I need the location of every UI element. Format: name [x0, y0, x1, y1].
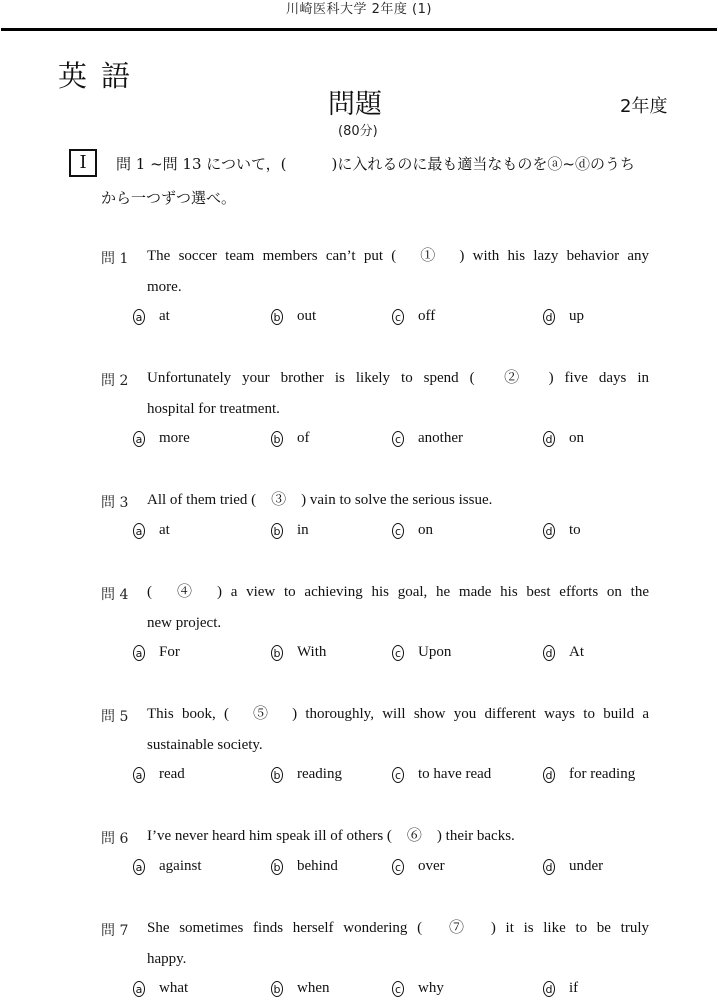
choice-text: in	[297, 522, 309, 538]
question-text-line: ( ④ ) a view to achieving his goal, he made his best efforts on the	[147, 584, 649, 600]
choice-text: what	[159, 980, 189, 996]
question-text-line: This book, ( ⑤ ) thoroughly, will show you different ways to build a	[147, 706, 649, 722]
choice-mark-d-icon: d	[543, 645, 555, 661]
page-header-title: 川崎医科大学 2年度 (1)	[286, 2, 432, 17]
choice-text: off	[418, 308, 436, 324]
choice-mark-b-icon: b	[271, 431, 283, 447]
question-label: 問 2	[101, 373, 129, 389]
choice-mark-c-icon: c	[392, 645, 404, 661]
choice-mark-b-icon: b	[271, 309, 283, 325]
choice-b[interactable]	[271, 858, 338, 875]
choice-c[interactable]	[392, 522, 433, 539]
question-label: 問 7	[101, 923, 129, 939]
question-text	[147, 821, 649, 852]
choice-mark-b-icon: b	[271, 859, 283, 875]
choice-text: for reading	[569, 766, 636, 782]
choice-d[interactable]	[543, 980, 578, 997]
choice-b[interactable]	[271, 308, 316, 325]
header-rule	[1, 28, 717, 31]
choice-a[interactable]	[133, 308, 170, 325]
choice-a[interactable]	[133, 644, 180, 661]
choice-b[interactable]	[271, 430, 310, 447]
choice-c[interactable]	[392, 766, 491, 783]
choice-b[interactable]	[271, 522, 309, 539]
question-text-line: hospital for treatment.	[147, 401, 280, 417]
choice-a[interactable]	[133, 858, 202, 875]
choice-text: at	[159, 308, 170, 324]
choice-mark-d-icon: d	[543, 859, 555, 875]
choice-mark-b-icon: b	[271, 767, 283, 783]
choice-mark-c-icon: c	[392, 767, 404, 783]
question-text-line: She sometimes finds herself wondering ( ⑦ ) it is like to be truly	[147, 920, 649, 936]
choice-mark-a-icon: a	[133, 523, 145, 539]
choice-mark-d-icon: d	[543, 767, 555, 783]
question-text-line: more.	[147, 279, 182, 295]
question-text	[147, 485, 649, 516]
question-text	[147, 913, 649, 975]
choice-mark-d-icon: d	[543, 523, 555, 539]
question-label: 問 3	[101, 495, 129, 511]
choice-text: read	[159, 766, 185, 782]
choice-text: on	[418, 522, 433, 538]
section-instruction-line2: から一つずつ選べ。	[101, 189, 237, 207]
choice-b[interactable]	[271, 644, 326, 661]
question-text	[147, 363, 649, 425]
question-text-line: Unfortunately your brother is likely to spend ( ② ) five days in	[147, 370, 649, 386]
choice-text: For	[159, 644, 180, 660]
choice-c[interactable]	[392, 644, 451, 661]
choice-mark-a-icon: a	[133, 309, 145, 325]
choice-text: With	[297, 644, 327, 660]
choice-text: more	[159, 430, 190, 446]
choice-text: Upon	[418, 644, 452, 660]
choice-d[interactable]	[543, 858, 603, 875]
choice-mark-b-icon: b	[271, 981, 283, 997]
choice-mark-d-icon: d	[543, 981, 555, 997]
choice-mark-a-icon: a	[133, 431, 145, 447]
choice-mark-d-icon: d	[543, 309, 555, 325]
choice-mark-b-icon: b	[271, 523, 283, 539]
choice-mark-a-icon: a	[133, 859, 145, 875]
exam-heading: 問題	[328, 89, 382, 120]
question-label: 問 4	[101, 587, 129, 603]
choice-text: to	[569, 522, 581, 538]
choice-b[interactable]	[271, 766, 342, 783]
choice-c[interactable]	[392, 980, 444, 997]
choice-text: on	[569, 430, 584, 446]
choice-a[interactable]	[133, 430, 190, 447]
choice-d[interactable]	[543, 308, 584, 325]
choice-c[interactable]	[392, 308, 435, 325]
choice-c[interactable]	[392, 430, 463, 447]
choice-mark-b-icon: b	[271, 645, 283, 661]
question-text	[147, 241, 649, 303]
choice-mark-c-icon: c	[392, 859, 404, 875]
choice-mark-c-icon: c	[392, 981, 404, 997]
choice-text: behind	[297, 858, 338, 874]
choice-text: out	[297, 308, 317, 324]
choice-text: over	[418, 858, 445, 874]
section-number-box: I	[69, 149, 97, 177]
question-label: 問 6	[101, 831, 129, 847]
choice-text: up	[569, 308, 584, 324]
choice-d[interactable]	[543, 430, 584, 447]
choice-text: of	[297, 430, 310, 446]
choice-mark-c-icon: c	[392, 523, 404, 539]
question-text-line: I’ve never heard him speak ill of others ( ⑥ ) their backs.	[147, 828, 515, 844]
choice-text: when	[297, 980, 330, 996]
choice-mark-a-icon: a	[133, 645, 145, 661]
choice-text: under	[569, 858, 604, 874]
choice-text: if	[569, 980, 579, 996]
choice-text: against	[159, 858, 202, 874]
section-instruction-line1: 問 1 ~問 13 について，( )に入れるのに最も適当なものをⓐ~ⓓのうち	[116, 155, 635, 173]
choice-mark-a-icon: a	[133, 767, 145, 783]
question-text-line: The soccer team members can’t put ( ① ) with his lazy behavior any	[147, 248, 649, 264]
exam-year: 2年度	[620, 96, 668, 117]
choice-c[interactable]	[392, 858, 445, 875]
choice-text: reading	[297, 766, 342, 782]
choice-d[interactable]	[543, 522, 581, 539]
choice-a[interactable]	[133, 980, 188, 997]
question-text	[147, 577, 649, 639]
choice-a[interactable]	[133, 522, 170, 539]
question-label: 問 1	[101, 251, 129, 267]
question-label: 問 5	[101, 709, 129, 725]
choice-text: another	[418, 430, 463, 446]
choice-a[interactable]	[133, 766, 185, 783]
question-text-line: All of them tried ( ③ ) vain to solve the serious issue.	[147, 492, 493, 508]
choice-d[interactable]	[543, 766, 635, 783]
choice-text: to have read	[418, 766, 492, 782]
choice-mark-c-icon: c	[392, 431, 404, 447]
choice-text: why	[418, 980, 444, 996]
choice-mark-d-icon: d	[543, 431, 555, 447]
question-text-line: happy.	[147, 951, 187, 967]
choice-b[interactable]	[271, 980, 330, 997]
choice-text: At	[569, 644, 584, 660]
choice-mark-c-icon: c	[392, 309, 404, 325]
time-limit: (80分)	[338, 124, 378, 139]
choice-d[interactable]	[543, 644, 584, 661]
choice-mark-a-icon: a	[133, 981, 145, 997]
question-text	[147, 699, 649, 761]
choice-text: at	[159, 522, 170, 538]
question-text-line: new project.	[147, 615, 222, 631]
subject-title: 英語	[58, 59, 145, 93]
question-text-line: sustainable society.	[147, 737, 263, 753]
